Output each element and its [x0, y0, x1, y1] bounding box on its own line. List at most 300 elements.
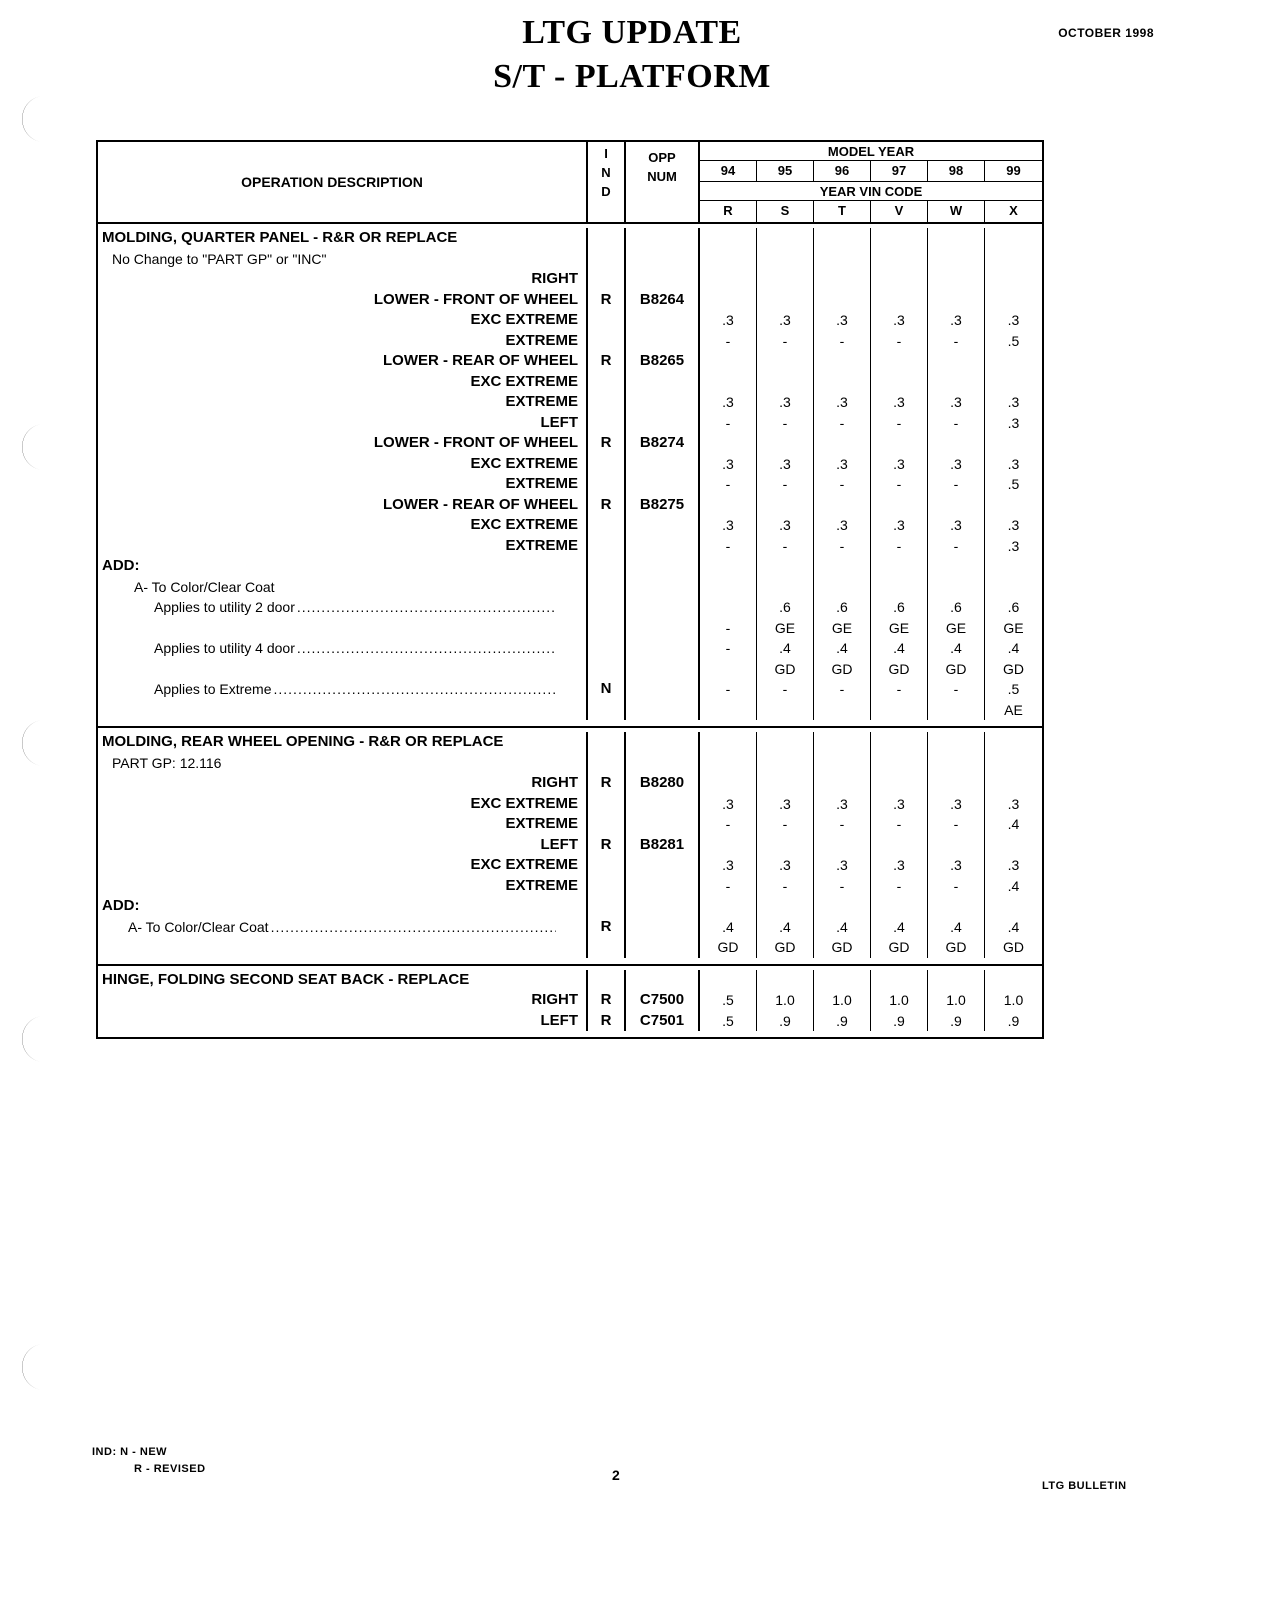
row-value: .3: [814, 515, 871, 536]
row-value: -: [814, 876, 871, 897]
row-value: [757, 351, 814, 372]
row-label: EXTREME: [98, 814, 588, 835]
row-value: [928, 495, 985, 516]
row-value: [814, 372, 871, 393]
row-ind: [588, 659, 626, 680]
row-opp-num: [626, 515, 700, 536]
row-opp-num: [626, 855, 700, 876]
row-value: .3: [871, 855, 928, 876]
row-value: GD: [757, 659, 814, 680]
table-row: [98, 876, 1042, 897]
row-value: .9: [1007, 1012, 1020, 1029]
row-value: -: [700, 413, 757, 434]
row-value: .3: [1007, 517, 1020, 533]
row-opp-num: [626, 814, 700, 835]
page-number: 2: [612, 1467, 621, 1483]
table-row: [98, 597, 1042, 618]
row-label: EXTREME: [98, 474, 588, 495]
row-value: .5: [1007, 332, 1020, 349]
row-value: -: [928, 876, 985, 897]
row-ind: [588, 597, 626, 618]
row-value: [757, 773, 814, 794]
row-ind: [588, 413, 626, 434]
row-value: .9: [757, 1011, 814, 1032]
row-value: GD: [1003, 660, 1024, 677]
row-value: -: [757, 474, 814, 495]
row-value: -: [871, 814, 928, 835]
row-value: .3: [871, 310, 928, 331]
row-value: [757, 290, 814, 311]
row-value: .9: [871, 1011, 928, 1032]
row-value: 1.0: [757, 990, 814, 1011]
row-opp-num: [626, 392, 700, 413]
row-value: [871, 700, 928, 721]
model-year-header: MODEL YEAR 94 95 96 97 98 99 YEAR VIN CODE R S T V W X: [700, 142, 1042, 222]
row-ind: [588, 474, 626, 495]
row-value: -: [928, 536, 985, 557]
row-opp-num: [626, 876, 700, 897]
row-opp-num: [626, 331, 700, 352]
row-label: LOWER - REAR OF WHEEL: [98, 495, 588, 516]
row-opp-num: [626, 269, 700, 290]
row-opp-num: B8274: [626, 433, 700, 454]
punch-hole-icon: [14, 1340, 56, 1394]
table-row: [98, 835, 1042, 856]
row-ind: [588, 814, 626, 835]
row-value: [985, 433, 1042, 454]
row-ind: N: [588, 679, 626, 700]
table-row: [98, 290, 1042, 311]
table-row: [98, 249, 1042, 270]
row-ind: R: [588, 990, 626, 1011]
row-opp-num: B8280: [626, 773, 700, 794]
row-ind: [588, 310, 626, 331]
row-value: GD: [871, 937, 928, 958]
row-value: 1.0: [1003, 992, 1024, 1008]
row-value: GE: [814, 618, 871, 639]
row-ind: [588, 392, 626, 413]
row-label: LEFT: [98, 1011, 588, 1032]
row-value: -: [700, 474, 757, 495]
row-value: [871, 433, 928, 454]
row-value: [871, 773, 928, 794]
row-value: .4: [1007, 877, 1020, 894]
row-value: -: [814, 814, 871, 835]
row-value: GE: [871, 618, 928, 639]
table-section: [98, 728, 1042, 966]
row-value: [757, 835, 814, 856]
row-value: .9: [928, 1011, 985, 1032]
row-ind: R: [588, 917, 626, 938]
row-value: .3: [814, 855, 871, 876]
row-value: [928, 351, 985, 372]
row-value: [700, 700, 757, 721]
vin-code-row: R S T V W X: [700, 201, 1042, 222]
row-ind: [588, 372, 626, 393]
section-subheading: No Change to "PART GP" or "INC": [98, 249, 588, 270]
row-value: 1.0: [814, 990, 871, 1011]
leader-dots: [274, 679, 557, 700]
row-ind: [588, 638, 626, 659]
row-value: -: [871, 876, 928, 897]
row-value: [871, 835, 928, 856]
row-opp-num: [626, 474, 700, 495]
row-value: -: [757, 679, 814, 700]
row-opp-num: C7500: [626, 990, 700, 1011]
table-row: [98, 1011, 1042, 1032]
row-ind: [588, 937, 626, 958]
row-ind: [588, 794, 626, 815]
leader-dots: [297, 638, 556, 659]
row-value: [700, 659, 757, 680]
row-value: [928, 700, 985, 721]
row-value: -: [928, 413, 985, 434]
row-opp-num: C7501: [626, 1011, 700, 1032]
add-row-label: Applies to Extreme: [154, 681, 272, 697]
row-value: [757, 372, 814, 393]
ind-legend-new: IND: N - NEW: [92, 1446, 168, 1458]
row-ind: R: [588, 290, 626, 311]
row-value: .3: [1007, 537, 1020, 554]
row-value: .3: [700, 794, 757, 815]
row-value: [700, 269, 757, 290]
row-value: GD: [871, 659, 928, 680]
row-label: EXTREME: [98, 876, 588, 897]
table-row: [98, 896, 1042, 917]
row-value: -: [871, 679, 928, 700]
row-ind: R: [588, 351, 626, 372]
row-value: .4: [814, 917, 871, 938]
row-value: [928, 433, 985, 454]
row-value: [871, 351, 928, 372]
row-label: EXC EXTREME: [98, 515, 588, 536]
opp-num-header: OPP NUM: [626, 142, 700, 222]
table-row: [98, 269, 1042, 290]
row-label: LEFT: [98, 413, 588, 434]
row-value: .3: [814, 392, 871, 413]
row-value: [985, 351, 1042, 372]
row-value: [700, 372, 757, 393]
row-opp-num: B8275: [626, 495, 700, 516]
table-row: [98, 392, 1042, 413]
row-value: .3: [871, 515, 928, 536]
row-value: [871, 495, 928, 516]
document-date: OCTOBER 1998: [1058, 26, 1154, 40]
section-heading: MOLDING, QUARTER PANEL - R&R OR REPLACE: [98, 228, 588, 249]
row-ind: [588, 454, 626, 475]
punch-hole-icon: [14, 92, 56, 146]
row-value: .4: [814, 638, 871, 659]
row-value: .3: [700, 310, 757, 331]
table-row: [98, 515, 1042, 536]
row-value: .4: [757, 917, 814, 938]
row-value: [928, 773, 985, 794]
row-opp-num: [626, 310, 700, 331]
row-ind: [588, 700, 626, 721]
row-value: GE: [1003, 619, 1024, 636]
row-label: LEFT: [98, 835, 588, 856]
row-value: [814, 351, 871, 372]
row-value: [700, 290, 757, 311]
row-value: .3: [1007, 394, 1020, 410]
row-value: .4: [700, 917, 757, 938]
row-value: .6: [871, 597, 928, 618]
row-value: [757, 495, 814, 516]
row-value: .4: [871, 917, 928, 938]
row-value: .5: [1007, 476, 1020, 492]
row-value: [757, 700, 814, 721]
row-opp-num: [626, 454, 700, 475]
row-value: GD: [757, 937, 814, 958]
row-label: LOWER - FRONT OF WHEEL: [98, 290, 588, 311]
row-value: [814, 269, 871, 290]
row-value: [985, 835, 1042, 856]
row-value: [814, 290, 871, 311]
row-value: GD: [1003, 939, 1024, 955]
row-label: LOWER - FRONT OF WHEEL: [98, 433, 588, 454]
table-header: [98, 142, 1042, 224]
row-opp-num: [626, 372, 700, 393]
row-value: [871, 290, 928, 311]
row-value: -: [757, 331, 814, 352]
table-row: [98, 331, 1042, 352]
add-label: ADD:: [98, 556, 588, 577]
table-row: [98, 310, 1042, 331]
leader-dots: [297, 597, 556, 618]
punch-hole-icon: [14, 420, 56, 474]
table-row: [98, 228, 1042, 249]
row-label: RIGHT: [98, 990, 588, 1011]
row-value: [928, 372, 985, 393]
row-opp-num: B8265: [626, 351, 700, 372]
row-label: RIGHT: [98, 773, 588, 794]
row-value: 1.0: [928, 990, 985, 1011]
row-label: EXC EXTREME: [98, 310, 588, 331]
row-value: -: [928, 474, 985, 495]
row-value: [700, 835, 757, 856]
table-section: [98, 966, 1042, 1040]
row-value: [871, 372, 928, 393]
row-value: -: [757, 814, 814, 835]
row-value: .4: [928, 917, 985, 938]
row-label: EXTREME: [98, 536, 588, 557]
row-value: .3: [700, 855, 757, 876]
leader-dots: [271, 917, 556, 938]
row-value: -: [700, 331, 757, 352]
table-section: [98, 224, 1042, 728]
ind-header: I N D: [588, 142, 626, 222]
page-title: LTG UPDATE: [522, 14, 742, 51]
row-opp-num: B8264: [626, 290, 700, 311]
row-value: [814, 835, 871, 856]
row-value: .3: [871, 392, 928, 413]
row-value: -: [871, 536, 928, 557]
row-value: .3: [928, 855, 985, 876]
punch-hole-icon: [14, 716, 56, 770]
row-value: [700, 433, 757, 454]
row-value: .3: [1007, 312, 1020, 328]
row-label: EXC EXTREME: [98, 454, 588, 475]
row-ind: R: [588, 495, 626, 516]
row-value: -: [928, 679, 985, 700]
row-value: -: [814, 331, 871, 352]
row-value: [985, 269, 1042, 290]
row-value: -: [871, 474, 928, 495]
add-row-label: Applies to utility 4 door: [154, 640, 295, 656]
row-ind: [588, 331, 626, 352]
table-row: [98, 679, 1042, 700]
row-value: .3: [1007, 857, 1020, 873]
row-value: [871, 269, 928, 290]
row-value: -: [700, 679, 757, 700]
punch-hole-icon: [14, 1012, 56, 1066]
row-value: .3: [757, 392, 814, 413]
row-value: [928, 835, 985, 856]
row-label: EXC EXTREME: [98, 855, 588, 876]
row-ind: R: [588, 433, 626, 454]
table-row: [98, 937, 1042, 958]
row-value: GE: [928, 618, 985, 639]
row-value: .6: [814, 597, 871, 618]
row-value: [928, 269, 985, 290]
row-value: .3: [1007, 795, 1020, 812]
row-ind: [588, 536, 626, 557]
row-value: AE: [1004, 701, 1023, 718]
row-value: -: [757, 536, 814, 557]
row-value: [814, 773, 871, 794]
row-value: -: [700, 814, 757, 835]
row-ind: R: [588, 835, 626, 856]
row-value: .3: [757, 454, 814, 475]
row-value: [757, 269, 814, 290]
row-value: .9: [814, 1011, 871, 1032]
row-value: -: [814, 413, 871, 434]
row-value: .5: [1007, 681, 1020, 697]
row-label: EXTREME: [98, 331, 588, 352]
row-value: [814, 700, 871, 721]
row-value: .3: [757, 855, 814, 876]
row-value: -: [871, 331, 928, 352]
table-row: [98, 474, 1042, 495]
row-label: EXC EXTREME: [98, 794, 588, 815]
row-value: -: [700, 638, 757, 659]
table-row: [98, 413, 1042, 434]
add-row-label: A- To Color/Clear Coat: [128, 918, 269, 935]
row-value: .3: [928, 515, 985, 536]
table-row: [98, 556, 1042, 577]
table-row: [98, 638, 1042, 659]
row-value: .4: [1007, 918, 1020, 935]
row-value: .3: [928, 454, 985, 475]
row-value: GD: [814, 659, 871, 680]
table-row: [98, 618, 1042, 639]
add-title: A- To Color/Clear Coat: [98, 577, 588, 598]
row-value: -: [700, 876, 757, 897]
row-value: .3: [871, 794, 928, 815]
table-row: [98, 351, 1042, 372]
row-value: .4: [1007, 640, 1020, 656]
row-value: -: [700, 618, 757, 639]
section-subheading: PART GP: 12.116: [98, 753, 588, 774]
labor-time-table: [96, 140, 1044, 1039]
row-opp-num: B8281: [626, 835, 700, 856]
row-opp-num: [626, 413, 700, 434]
bulletin-label: LTG BULLETIN: [1042, 1480, 1127, 1492]
row-value: [985, 372, 1042, 393]
row-value: .4: [1007, 816, 1020, 832]
row-label: EXC EXTREME: [98, 372, 588, 393]
page-subtitle: S/T - PLATFORM: [493, 58, 771, 95]
row-value: GD: [700, 937, 757, 958]
row-value: [985, 773, 1042, 794]
row-value: .6: [1007, 599, 1020, 615]
row-value: .5: [700, 1011, 757, 1032]
table-row: [98, 990, 1042, 1011]
table-row: [98, 970, 1042, 991]
table-row: [98, 794, 1042, 815]
row-value: .3: [757, 515, 814, 536]
row-value: .6: [757, 597, 814, 618]
row-value: -: [700, 536, 757, 557]
row-ind: R: [588, 1011, 626, 1032]
row-value: [928, 290, 985, 311]
row-value: [985, 495, 1042, 516]
row-value: GD: [814, 937, 871, 958]
row-value: GD: [928, 659, 985, 680]
row-value: [700, 351, 757, 372]
section-heading: HINGE, FOLDING SECOND SEAT BACK - REPLACE: [98, 970, 588, 991]
row-value: -: [871, 413, 928, 434]
row-ind: [588, 618, 626, 639]
row-value: -: [928, 814, 985, 835]
row-label: RIGHT: [98, 269, 588, 290]
row-value: -: [757, 876, 814, 897]
table-row: [98, 495, 1042, 516]
table-row: [98, 433, 1042, 454]
row-value: .3: [814, 310, 871, 331]
row-ind: [588, 855, 626, 876]
row-value: .3: [814, 794, 871, 815]
row-value: .3: [1007, 414, 1020, 431]
add-row-label: Applies to utility 2 door: [154, 599, 295, 615]
row-value: [985, 290, 1042, 311]
row-ind: [588, 269, 626, 290]
ind-legend-revised: R - REVISED: [134, 1463, 206, 1475]
row-value: .3: [928, 310, 985, 331]
table-row: [98, 855, 1042, 876]
row-value: [814, 495, 871, 516]
row-value: -: [757, 413, 814, 434]
row-value: .3: [757, 310, 814, 331]
add-label: ADD:: [98, 896, 588, 917]
table-row: [98, 577, 1042, 598]
row-value: GE: [757, 618, 814, 639]
row-value: -: [814, 474, 871, 495]
table-row: [98, 814, 1042, 835]
row-label: LOWER - REAR OF WHEEL: [98, 351, 588, 372]
row-ind: [588, 876, 626, 897]
year-row: 94 95 96 97 98 99: [700, 161, 1042, 182]
row-value: [700, 597, 757, 618]
row-value: .6: [928, 597, 985, 618]
row-value: .3: [928, 392, 985, 413]
row-opp-num: [626, 794, 700, 815]
row-opp-num: [626, 536, 700, 557]
row-value: -: [814, 679, 871, 700]
row-value: .3: [928, 794, 985, 815]
row-value: .3: [1007, 455, 1020, 472]
row-value: .3: [700, 454, 757, 475]
